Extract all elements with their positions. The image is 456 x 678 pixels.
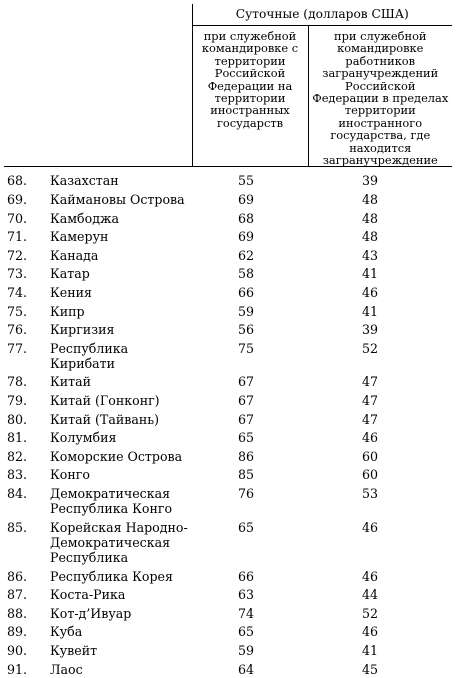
row-number: 74. [7, 284, 28, 300]
per-diem-abroad: 59 [237, 643, 255, 658]
country-name: Республика Кирибати [50, 340, 129, 371]
per-diem-abroad: 76 [237, 485, 255, 501]
country-name: Киргизия [50, 322, 115, 338]
per-diem-within-country: 41 [361, 303, 379, 319]
country-name: Китай (Тайвань) [50, 411, 159, 427]
table-row [4, 283, 452, 302]
table-row [4, 410, 452, 429]
per-diem-table [4, 4, 452, 678]
per-diem-abroad: 59 [237, 303, 255, 319]
row-number: 77. [7, 340, 28, 356]
header-column-within-country: при служебной командировке работников загранучреждений Российской Федерации в пределах территории иностранного государства, где находится загранучреждение [308, 26, 452, 167]
country-name: Камбоджа [50, 210, 120, 226]
table-body [4, 167, 452, 678]
country-name: Кувейт [50, 643, 98, 658]
country-name: Корейская Народно-Демократическая Республика [50, 519, 188, 566]
per-diem-within-country: 43 [361, 247, 379, 263]
row-number: 83. [7, 467, 28, 483]
per-diem-within-country: 46 [361, 284, 379, 300]
per-diem-within-country: 47 [361, 393, 379, 409]
table-row [4, 660, 452, 678]
country-name: Китай (Гонконг) [50, 393, 160, 409]
row-number: 76. [7, 322, 28, 338]
country-name: Коста-Рика [50, 587, 126, 603]
per-diem-within-country: 39 [361, 322, 379, 338]
row-number: 91. [7, 661, 28, 677]
header-group-title: Суточные (долларов США) [192, 4, 452, 26]
per-diem-abroad: 67 [237, 411, 255, 427]
country-name: Канада [50, 247, 99, 263]
row-number: 81. [7, 430, 28, 446]
country-name: Казахстан [50, 173, 119, 189]
per-diem-within-country: 46 [361, 430, 379, 446]
per-diem-within-country: 47 [361, 374, 379, 390]
table-row [4, 265, 452, 284]
per-diem-abroad: 65 [237, 519, 255, 535]
table-row [4, 518, 452, 567]
country-name: Коморские Острова [50, 448, 183, 464]
row-number: 71. [7, 229, 28, 245]
header-blank-cell [4, 4, 192, 167]
table-header [4, 4, 452, 167]
row-number: 90. [7, 643, 28, 658]
table-row [4, 604, 452, 623]
row-number: 75. [7, 303, 28, 319]
row-number: 86. [7, 568, 28, 584]
per-diem-abroad: 58 [237, 266, 255, 282]
row-number: 82. [7, 448, 28, 464]
table-row [4, 302, 452, 321]
country-name: Кипр [50, 303, 85, 319]
per-diem-abroad: 65 [237, 430, 255, 446]
per-diem-within-country: 48 [361, 229, 379, 245]
row-number: 73. [7, 266, 28, 282]
table-row [4, 466, 452, 485]
country-name: Куба [50, 624, 83, 640]
table-row [4, 429, 452, 448]
row-number: 70. [7, 210, 28, 226]
country-name: Республика Корея [50, 568, 173, 584]
table-row [4, 373, 452, 392]
table-row [4, 484, 452, 518]
table-row [4, 228, 452, 247]
table-row [4, 246, 452, 265]
per-diem-within-country: 60 [361, 467, 379, 483]
table-row [4, 567, 452, 586]
table-row [4, 391, 452, 410]
per-diem-abroad: 56 [237, 322, 255, 338]
per-diem-abroad: 66 [237, 284, 255, 300]
per-diem-abroad: 85 [237, 467, 255, 483]
per-diem-abroad: 67 [237, 374, 255, 390]
table-row [4, 641, 452, 660]
per-diem-within-country: 47 [361, 411, 379, 427]
row-number: 89. [7, 624, 28, 640]
per-diem-within-country: 44 [361, 587, 379, 603]
table-row [4, 209, 452, 228]
per-diem-within-country: 41 [361, 266, 379, 282]
per-diem-abroad: 75 [237, 340, 255, 356]
per-diem-abroad: 55 [237, 173, 255, 189]
country-name: Катар [50, 266, 90, 282]
per-diem-within-country: 60 [361, 448, 379, 464]
per-diem-within-country: 52 [361, 605, 379, 621]
per-diem-abroad: 69 [237, 229, 255, 245]
per-diem-abroad: 67 [237, 393, 255, 409]
table-row [4, 339, 452, 373]
row-number: 84. [7, 485, 28, 501]
row-number: 80. [7, 411, 28, 427]
per-diem-within-country: 41 [361, 643, 379, 658]
country-name: Кот-д’Ивуар [50, 605, 132, 621]
per-diem-abroad: 74 [237, 605, 255, 621]
per-diem-abroad: 69 [237, 192, 255, 208]
per-diem-abroad: 63 [237, 587, 255, 603]
per-diem-within-country: 48 [361, 192, 379, 208]
per-diem-abroad: 86 [237, 448, 255, 464]
per-diem-within-country: 39 [361, 173, 379, 189]
row-number: 69. [7, 192, 28, 208]
country-name: Каймановы Острова [50, 192, 185, 208]
per-diem-within-country: 46 [361, 568, 379, 584]
header-column-abroad: при служебной командировке с территории Российской Федерации на территории иностранных государств [192, 26, 308, 167]
row-number: 88. [7, 605, 28, 621]
country-name: Камерун [50, 229, 109, 245]
per-diem-within-country: 46 [361, 624, 379, 640]
table-row [4, 167, 452, 190]
row-number: 72. [7, 247, 28, 263]
per-diem-abroad: 68 [237, 210, 255, 226]
table-row [4, 447, 452, 466]
table-row [4, 190, 452, 209]
row-number: 87. [7, 587, 28, 603]
country-name: Лаос [50, 661, 83, 677]
per-diem-abroad: 62 [237, 247, 255, 263]
row-number: 85. [7, 519, 28, 535]
country-name: Колумбия [50, 430, 117, 446]
row-number: 79. [7, 393, 28, 409]
row-number: 68. [7, 173, 28, 189]
table-row [4, 623, 452, 642]
country-name: Китай [50, 374, 92, 390]
row-number: 78. [7, 374, 28, 390]
per-diem-within-country: 46 [361, 519, 379, 535]
per-diem-abroad: 64 [237, 661, 255, 677]
table-row [4, 320, 452, 339]
per-diem-within-country: 45 [361, 661, 379, 677]
per-diem-abroad: 65 [237, 624, 255, 640]
country-name: Демократическая Республика Конго [50, 485, 173, 517]
table-row [4, 586, 452, 605]
per-diem-within-country: 48 [361, 210, 379, 226]
per-diem-within-country: 52 [361, 340, 379, 356]
per-diem-within-country: 53 [361, 485, 379, 501]
per-diem-abroad: 66 [237, 568, 255, 584]
country-name: Кения [50, 284, 92, 300]
country-name: Конго [50, 467, 90, 483]
